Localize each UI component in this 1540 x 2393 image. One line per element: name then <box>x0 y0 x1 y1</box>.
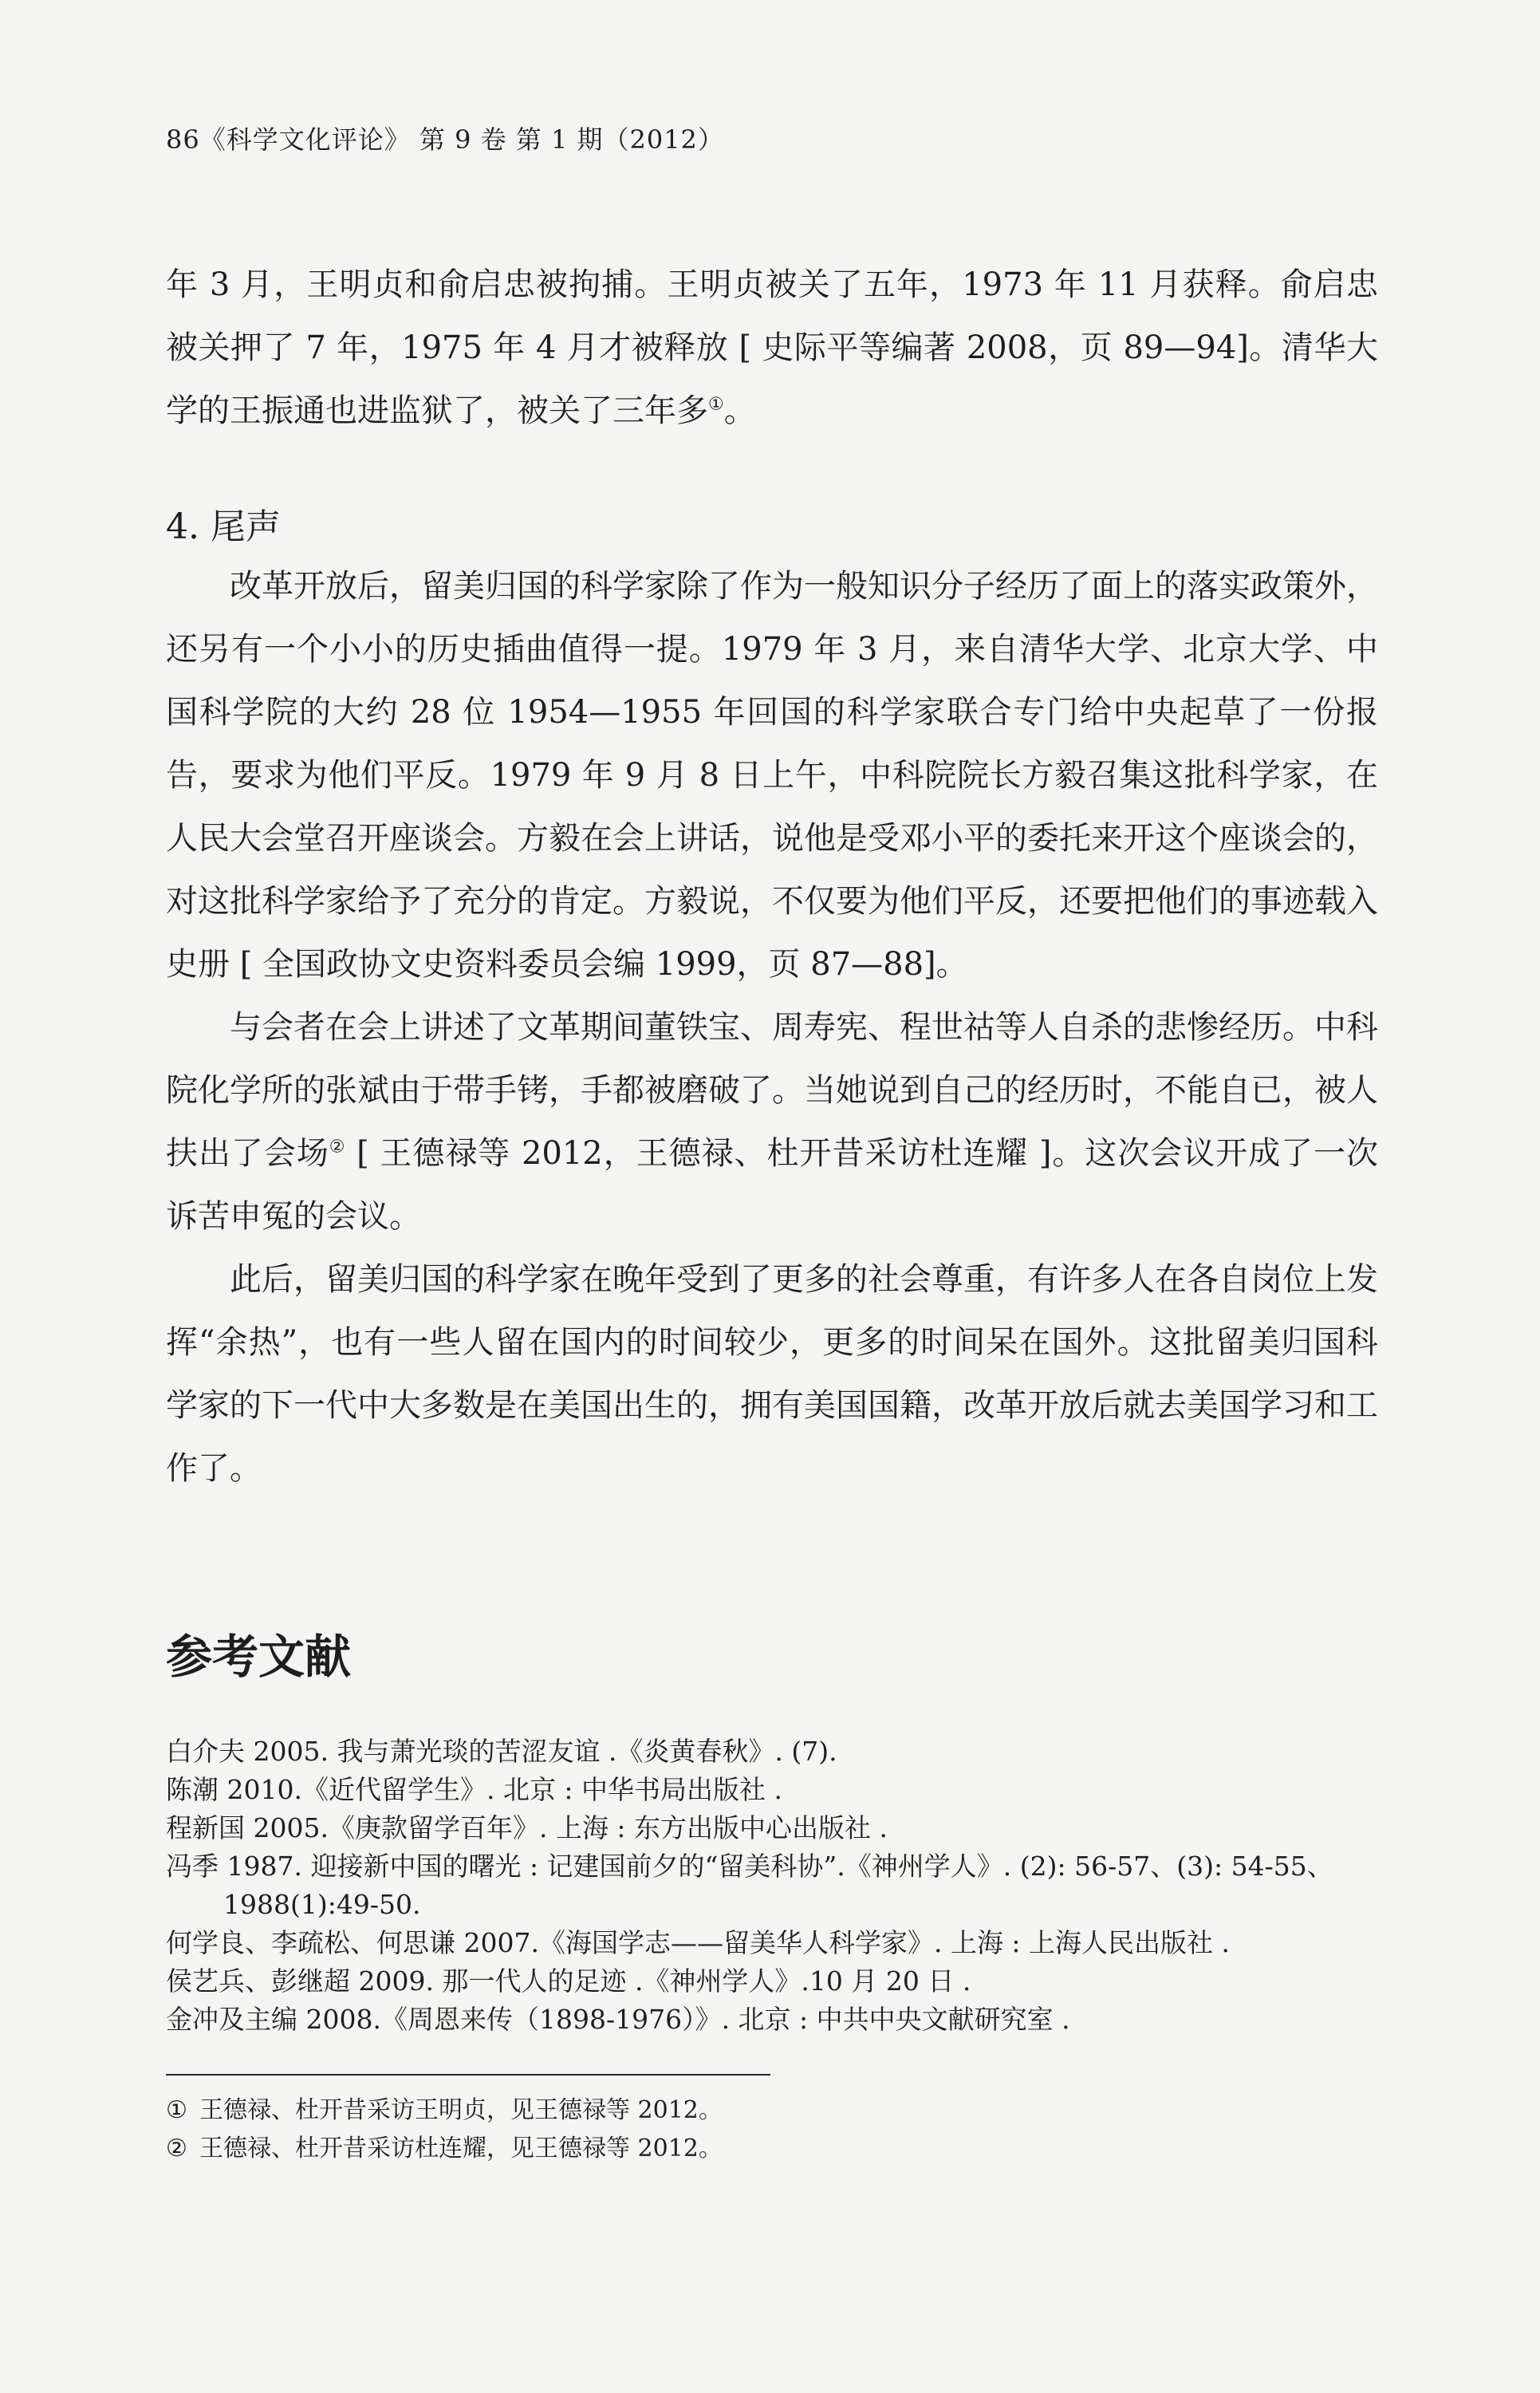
footnote-list <box>166 2091 1378 2168</box>
body-paragraph-4: 此后，留美归国的科学家在晚年受到了更多的社会尊重，有许多人在各自岗位上发挥“余热”，也有一些人留在国内的时间较少，更多的时间呆在国外。这批留美归国科学家的下一代中大多数是在美国出生的，拥有美国国籍，改革开放后就去美国学习和工作了。 <box>166 1261 1378 1487</box>
footnote-text: 王德禄、杜开昔采访杜连耀，见王德禄等 2012。 <box>199 2135 723 2162</box>
footnote-item <box>166 2091 1378 2130</box>
reference-item: 金冲及主编 2008.《周恩来传（1898-1976）》. 北京 : 中共中央文献研究室 . <box>166 2004 1070 2035</box>
footnote-marker[interactable]: ① <box>708 394 724 415</box>
section-heading: 4. 尾声 <box>166 507 281 547</box>
references-heading: 参考文献 <box>166 1630 352 1684</box>
reference-item: 陈潮 2010.《近代留学生》. 北京 : 中华书局出版社 . <box>166 1774 783 1805</box>
reference-item: 冯季 1987. 迎接新中国的曙光 : 记建国前夕的“留美科协”.《神州学人》. (2): 56-57、(3): 54-55、1988(1):49-50. <box>166 1851 1333 1920</box>
paragraph-text: 与会者在会上讲述了文革期间董铁宝、周寿宪、程世祜等人自杀的悲惨经历。中科院化学所的张斌由于带手铐，手都被磨破了。当她说到自己的经历时，不能自已，被人扶出了会场 <box>166 1009 1378 1172</box>
reference-item: 侯艺兵、彭继超 2009. 那一代人的足迹 .《神州学人》.10 月 20 日 . <box>166 1965 971 1997</box>
paragraph-text: 。 <box>723 392 756 429</box>
footnote-mark: ② <box>166 2135 187 2162</box>
reference-item: 程新国 2005.《庚款留学百年》. 上海 : 东方出版中心出版社 . <box>166 1812 888 1843</box>
reference-list <box>166 1733 1378 2039</box>
body-paragraph-2: 改革开放后，留美归国的科学家除了作为一般知识分子经历了面上的落实政策外，还另有一个小小的历史插曲值得一提。1979 年 3 月，来自清华大学、北京大学、中国科学院的大约 28 位 1954—1955 年回国的科学家联合专门给中央起草了一份报告，要求为他们平反。1979 年 9 月 8 日上午，中科院院长方毅召集这批科学家，在人民大会堂召开座谈会。方毅在会上讲话，说他是受邓小平的委托来开这个座谈会的，对这批科学家给予了充分的肯定。方毅说，不仅要为他们平反，还要把他们的事迹载入史册 [ 全国政协文史资料委员会编 1999，页 87—88]。 <box>166 568 1378 983</box>
body-paragraph-3 <box>166 996 1378 1248</box>
reference-item: 白介夫 2005. 我与萧光琰的苦涩友谊 .《炎黄春秋》. (7). <box>166 1736 837 1767</box>
footnote-mark: ① <box>166 2096 187 2124</box>
paragraph-text: [ 王德禄等 2012，王德禄、杜开昔采访杜连耀 ]。这次会议开成了一次诉苦申冤的会议。 <box>166 1135 1378 1235</box>
body-paragraph-1 <box>166 254 1378 443</box>
footnote-divider <box>166 2074 770 2076</box>
reference-item: 何学良、李疏松、何思谦 2007.《海国学志——留美华人科学家》. 上海 : 上海人民出版社 . <box>166 1927 1231 1958</box>
footnote-text: 王德禄、杜开昔采访王明贞，见王德禄等 2012。 <box>199 2096 723 2124</box>
footnote-marker[interactable]: ② <box>329 1137 346 1157</box>
paragraph-text: 年 3 月，王明贞和俞启忠被拘捕。王明贞被关了五年，1973 年 11 月获释。俞启忠被关押了 7 年，1975 年 4 月才被释放 [ 史际平等编著 2008，页 89—94]。清华大学的王振通也进监狱了，被关了三年多 <box>166 266 1378 429</box>
running-header: 86《科学文化评论》 第 9 卷 第 1 期（2012） <box>166 124 724 155</box>
footnote-item <box>166 2130 1378 2168</box>
